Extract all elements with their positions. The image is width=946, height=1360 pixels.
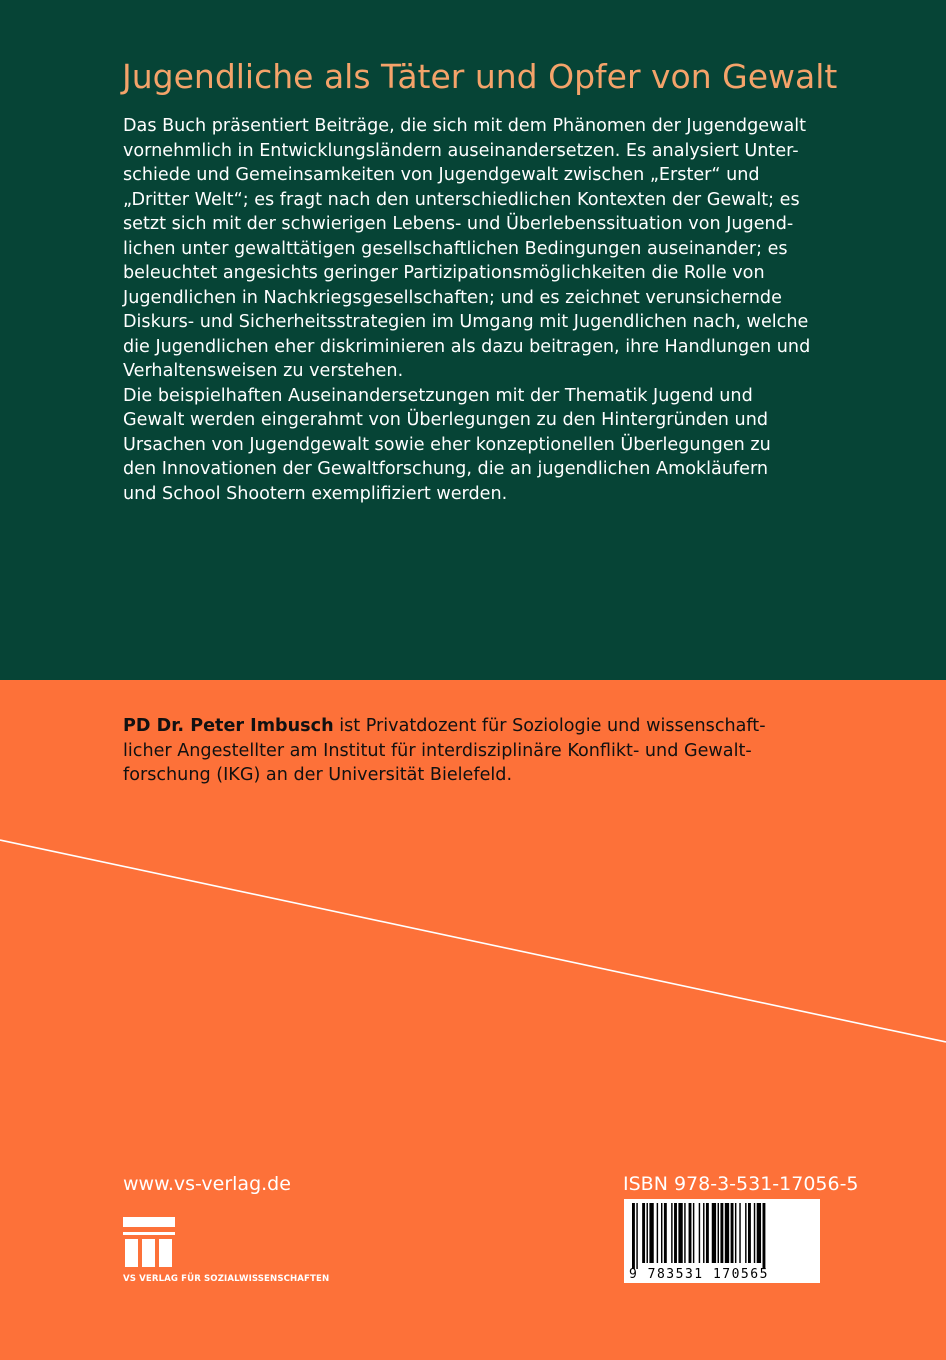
description-line: beleuchtet angesichts geringer Partizipationsmöglichkeiten die Rolle von <box>123 263 765 283</box>
barcode-bar <box>693 1203 694 1263</box>
barcode-bar <box>720 1203 723 1263</box>
barcode-bar <box>706 1203 709 1263</box>
description-line: vornehmlich in Entwicklungsländern auseinandersetzen. Es analysiert Unter- <box>123 140 799 161</box>
barcode-bar <box>661 1203 662 1263</box>
barcode-bar <box>664 1203 667 1263</box>
description-line: Gewalt werden eingerahmt von Überlegungen zu den Hintergründen und <box>123 410 769 430</box>
barcode-bar <box>671 1203 672 1263</box>
description-line: Ursachen von Jugendgewalt sowie eher konzeptionellen Überlegungen zu <box>123 434 771 455</box>
book-description <box>123 114 823 506</box>
author-bio <box>123 714 843 788</box>
author-bio-first: ist Privatdozent für Soziologie und wissenschaft- <box>333 716 766 736</box>
isbn-label: ISBN 978-3-531-17056-5 <box>623 1173 859 1195</box>
description-line: Diskurs- und Sicherheitsstrategien im Umgang mit Jugendlichen nach, welche <box>123 312 809 332</box>
description-line: die Jugendlichen eher diskriminieren als dazu beitragen, ihre Handlungen und <box>123 336 811 357</box>
barcode-bar <box>718 1203 719 1263</box>
barcode-bar <box>703 1203 704 1263</box>
barcode-digits: 9 783531 170565 <box>629 1267 769 1282</box>
barcode-bar <box>735 1203 736 1263</box>
author-bio-line <box>123 714 843 739</box>
barcode-bar <box>632 1203 635 1269</box>
barcode-bar <box>739 1203 740 1263</box>
barcode-bar <box>699 1203 700 1263</box>
barcode-bar <box>642 1203 645 1263</box>
author-bio-line: forschung (IKG) an der Universität Bielefeld. <box>123 765 513 785</box>
description-line: und School Shootern exemplifiziert werden. <box>123 483 508 504</box>
description-line: Verhaltensweisen zu verstehen. <box>123 361 404 381</box>
barcode-bar <box>657 1203 658 1263</box>
barcode-bar <box>684 1203 685 1263</box>
description-line: Die beispielhaften Auseinandersetzungen mit der Thematik Jugend und <box>123 385 753 406</box>
barcode-bar <box>757 1203 761 1263</box>
barcode <box>624 1199 820 1283</box>
barcode-bar <box>754 1203 755 1263</box>
book-title: Jugendliche als Täter und Opfer von Gewalt <box>122 57 838 96</box>
author-bio-line: licher Angestellter am Institut für interdisziplinäre Konflikt- und Gewalt- <box>123 740 752 761</box>
barcode-bar <box>636 1203 637 1269</box>
barcode-bar <box>748 1203 751 1263</box>
barcode-bar <box>712 1203 716 1263</box>
description-line: lichen unter gewalttätigen gesellschaftlichen Bedingungen auseinander; es <box>123 238 788 259</box>
barcode-bar <box>647 1203 648 1263</box>
publisher-url[interactable]: www.vs-verlag.de <box>123 1173 291 1195</box>
barcode-bar <box>763 1203 766 1269</box>
description-line: den Innovationen der Gewaltforschung, die an jugendlichen Amokläufern <box>123 459 769 479</box>
author-name: PD Dr. Peter Imbusch <box>123 716 334 736</box>
description-line: setzt sich mit der schwierigen Lebens- und Überlebenssituation von Jugend- <box>123 214 794 234</box>
description-line: „Dritter Welt“; es fragt nach den unterschiedlichen Kontexten der Gewalt; es <box>123 189 800 210</box>
description-line: Jugendlichen in Nachkriegsgesellschaften; und es zeichnet verunsichernde <box>123 287 782 308</box>
barcode-bar <box>674 1203 677 1263</box>
barcode-bar <box>745 1203 746 1263</box>
description-line: schiede und Gemeinsamkeiten von Jugendgewalt zwischen „Erster“ und <box>123 165 760 185</box>
barcode-bar <box>725 1203 729 1263</box>
barcode-bar <box>689 1203 692 1263</box>
publisher-logo-text: VS VERLAG FÜR SOZIALWISSENSCHAFTEN <box>123 1274 330 1284</box>
barcode-bar <box>678 1203 682 1263</box>
description-line: Das Buch präsentiert Beiträge, die sich mit dem Phänomen der Jugendgewalt <box>123 116 807 136</box>
barcode-bar <box>649 1203 653 1263</box>
barcode-bar <box>731 1203 734 1263</box>
